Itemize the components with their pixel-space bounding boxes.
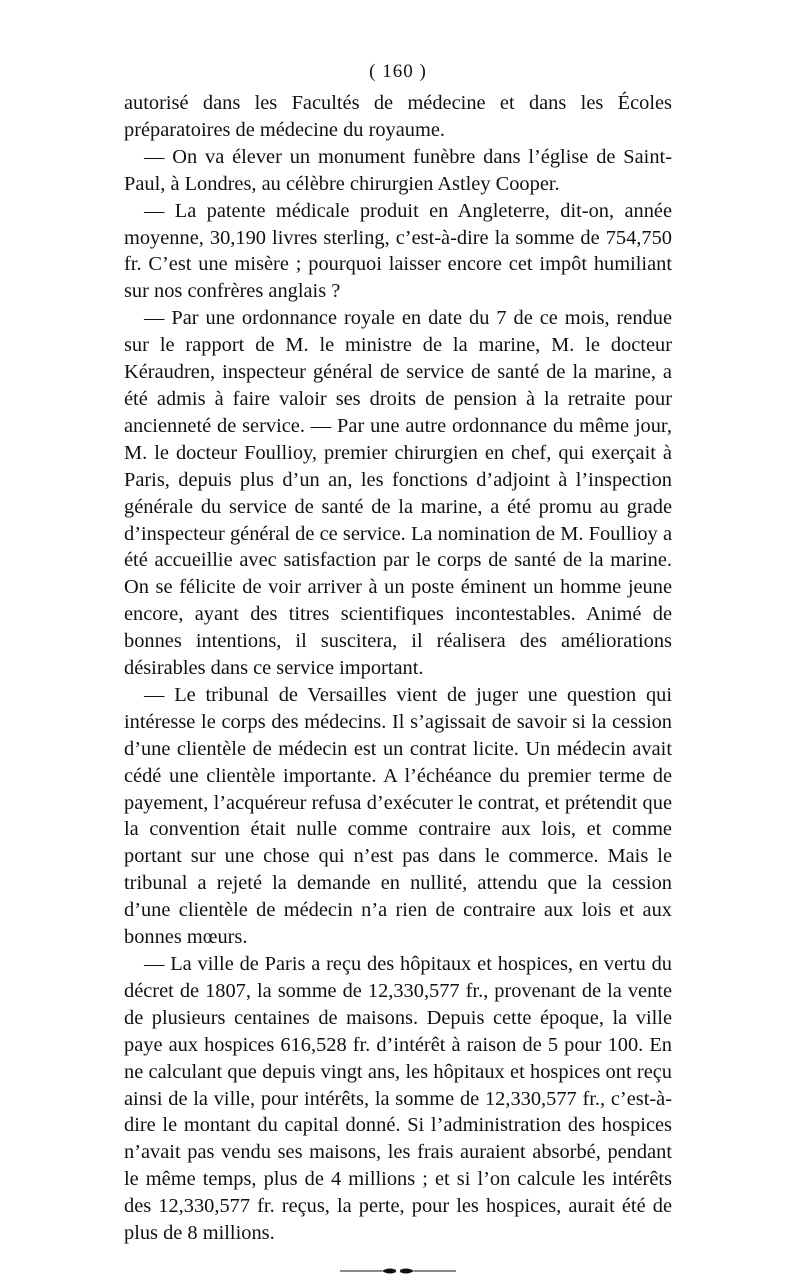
page-number: ( 160 ) [369, 61, 427, 82]
paragraph-paris-hospices: — La ville de Paris a reçu des hôpitaux et hospices, en vertu du décret de 1807, la somme de 12,330,577 fr., provenant de la vente de plusieurs centaines de maisons. Depuis cette époque, la ville paye aux hospices 616,528 fr. d’intérêt à raison de 5 pour 100. En ne calculant que depuis vingt ans, les hôpitaux et hospices ont reçu ainsi de la ville, pour intérêts, la somme de 12,330,577 fr., c’est-à-dire le montant du capital donné. Si l’administration des hospices n’avait pas vendu ses maisons, les frais auraient absorbé, pendant le même temps, plus de 4 millions ; et si l’on calcule les intérêts des 12,330,577 fr. reçus, la perte, pour les hospices, aurait été de plus de 8 millions. [124, 953, 672, 1245]
paragraph-astley-cooper-monument: — On va élever un monument funèbre dans l’église de Saint-Paul, à Londres, au célèbre chirurgien Astley Cooper. [124, 145, 672, 195]
body-text [124, 90, 672, 1247]
paragraph-versailles-tribunal: — Le tribunal de Versailles vient de juger une question qui intéresse le corps des médecins. Il s’agissait de savoir si la cession d’une clientèle de médecin est un contrat licite. Un médecin avait cédé une clientèle importante. A l’échéance du premier terme de payement, l’acquéreur refusa d’exécuter le contrat, et prétendit que la convention était nulle comme contraire aux lois, et comme portant sur une chose qui n’est pas dans le commerce. Mais le tribunal a rejeté la demande en nullité, attendu que la cession d’une clientèle de médecin n’a rien de contraire aux lois et aux bonnes mœurs. [124, 683, 672, 949]
book-page [124, 58, 672, 1277]
paragraph-royal-ordinance-navy: — Par une ordonnance royale en date du 7 de ce mois, rendue sur le rapport de M. le ministre de la marine, M. le docteur Kéraudren, inspecteur général de service de santé de la marine, a été admis à faire valoir ses droits de pension à la retraite pour ancienneté de service. — Par une autre ordonnance du même jour, M. le docteur Foullioy, premier chirurgien en chef, qui exerçait à Paris, depuis plus d’un an, les fonctions d’adjoint à l’inspection générale du service de santé de la marine, a été promu au grade d’inspecteur général de ce service. La nomination de M. Foullioy a été accueillie avec satisfaction par le corps de santé de la marine. On se félicite de voir arriver à un poste éminent un homme jeune encore, ayant des titres scientifiques incontestables. Animé de bonnes intentions, il suscitera, il réalisera des améliorations désirables dans ce service important. [124, 307, 672, 680]
paragraph-medical-patent-england: — La patente médicale produit en Angleterre, dit-on, année moyenne, 30,190 livres sterling, c’est-à-dire la somme de 754,750 fr. C’est une misère ; pourquoi laisser encore cet impôt humiliant sur nos confrères anglais ? [124, 199, 672, 303]
end-ornament-icon [338, 1265, 458, 1277]
paragraph-continuation: autorisé dans les Facultés de médecine et dans les Écoles préparatoires de médecine du royaume. [124, 92, 672, 141]
